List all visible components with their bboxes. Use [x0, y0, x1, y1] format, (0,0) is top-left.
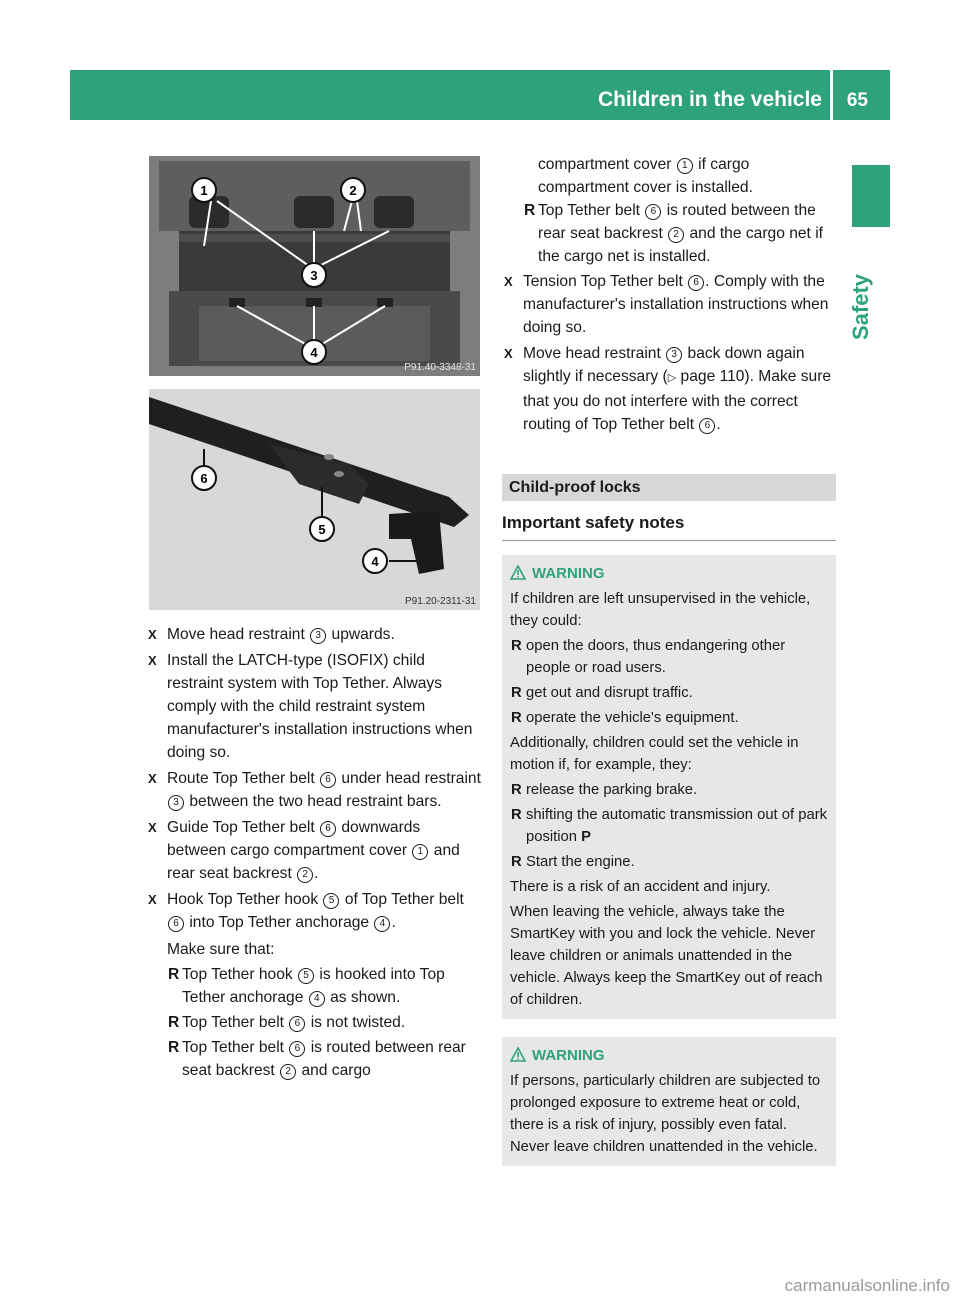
warning-bullet: R operate the vehicle's equipment.: [511, 710, 739, 726]
callout-4b: 4: [371, 554, 379, 569]
callout-5: 5: [318, 522, 326, 537]
warning-intro: If children are left unsupervised in the vehicle, they could:: [510, 591, 811, 629]
warning-bullet: R shifting the automatic transmission out of park position P: [511, 807, 828, 845]
step-hook-tether: X Hook Top Tether hook 5 of Top Tether belt 6 into Top Tether anchorage 4 .: [146, 888, 482, 934]
watermark: carmanualsonline.info: [784, 1276, 950, 1295]
check-routed-net: R Top Tether belt 6 is routed between the rear seat backrest 2 and the cargo net if the cargo net is installed.: [524, 202, 824, 265]
step-guide-belt: X Guide Top Tether belt 6 downwards between cargo compartment cover 1 and rear seat backrest 2 .: [146, 816, 482, 885]
warning-bullet: R release the parking brake.: [511, 782, 698, 798]
check-routed-cargo: R Top Tether belt 6 is routed between rear seat backrest 2 and cargo: [168, 1039, 466, 1079]
warning-box: [502, 555, 836, 1019]
warning-title: WARNING: [510, 1045, 828, 1067]
callout-6: 6: [200, 471, 208, 486]
step-route-belt: X Route Top Tether belt 6 under head restraint 3 between the two head restraint bars.: [146, 767, 482, 813]
check-hook: R Top Tether hook 5 is hooked into Top Tether anchorage 4 as shown.: [168, 966, 445, 1006]
warning-text: Additionally, children could set the vehicle in motion if, for example, they:: [510, 735, 799, 773]
figure-tether-belt: [149, 389, 480, 610]
figure-code: P91.40-3348-31: [404, 362, 476, 373]
callout-4: 4: [310, 345, 318, 360]
step-marker-icon: X: [148, 820, 157, 835]
left-column: [146, 623, 482, 1084]
tether-illustration: [149, 389, 480, 610]
step-install-latch: X Install the LATCH-type (ISOFIX) child restraint system with Top Tether. Always comply with the child restraint system manufacturer's installation instructions when doing so.: [146, 649, 482, 764]
section-label: Safety: [848, 273, 873, 340]
warning-bullet: R Start the engine.: [511, 854, 635, 870]
step-marker-icon: X: [148, 653, 157, 668]
step-marker-icon: X: [504, 346, 513, 361]
header-bar: [70, 70, 890, 120]
page-ref-arrow-icon: ▷: [667, 372, 677, 384]
step-marker-icon: X: [148, 771, 157, 786]
step-move-head-restraint: X Move head restraint 3 upwards.: [146, 623, 482, 646]
right-column: [502, 153, 836, 1166]
warning-text: When leaving the vehicle, always take the SmartKey with you and lock the vehicle. Never leave children or animals unattended in the vehicle. Always keep the SmartKey out of reach of children.: [510, 904, 823, 1008]
figure-code: P91.20-2311-31: [405, 596, 476, 607]
warning-text: There is a risk of an accident and injury.: [510, 879, 771, 895]
page-title: Children in the vehicle: [597, 88, 822, 111]
step-tension-belt: X Tension Top Tether belt 6 . Comply with the manufacturer's installation instructions when doing so.: [502, 270, 836, 339]
cargo-illustration: [149, 156, 480, 376]
header-divider: [830, 70, 833, 120]
step-marker-icon: X: [148, 627, 157, 642]
section-heading: Child-proof locks: [502, 474, 836, 501]
subsection-heading: Important safety notes: [502, 511, 836, 541]
page-reference-link[interactable]: page 110). Make sure that you do not interfere with the correct routing of Top Tether belt: [523, 368, 832, 433]
warning-icon: [510, 1047, 526, 1062]
check-not-twisted: R Top Tether belt 6 is not twisted.: [168, 1014, 406, 1031]
callout-2: 2: [349, 183, 357, 198]
warning-box-heat: [502, 1037, 836, 1166]
make-sure-text: Make sure that:: [167, 941, 275, 958]
warning-icon: [510, 565, 526, 580]
step-marker-icon: X: [148, 892, 157, 907]
figure-cargo-compartment: [149, 156, 480, 376]
continued-text: compartment cover 1 if cargo compartment cover is installed.: [538, 156, 753, 196]
warning-bullet: R open the doors, thus endangering other people or road users.: [511, 638, 786, 676]
section-tab: [852, 165, 890, 227]
warning-text: If persons, particularly children are subjected to prolonged exposure to extreme heat or cold, there is a risk of injury, possibly even fatal. Never leave children unattended in the vehicle.: [510, 1073, 821, 1155]
warning-title: WARNING: [510, 563, 828, 585]
callout-1: 1: [200, 183, 208, 198]
callout-3: 3: [310, 268, 318, 283]
step-move-back: X Move head restraint 3 back down again slightly if necessary (▷ page 110). Make sure that you do not interfere with the correct routing of Top Tether belt 6 .: [502, 342, 836, 436]
warning-bullet: R get out and disrupt traffic.: [511, 685, 693, 701]
page-number: 65: [846, 90, 868, 111]
step-marker-icon: X: [504, 274, 513, 289]
